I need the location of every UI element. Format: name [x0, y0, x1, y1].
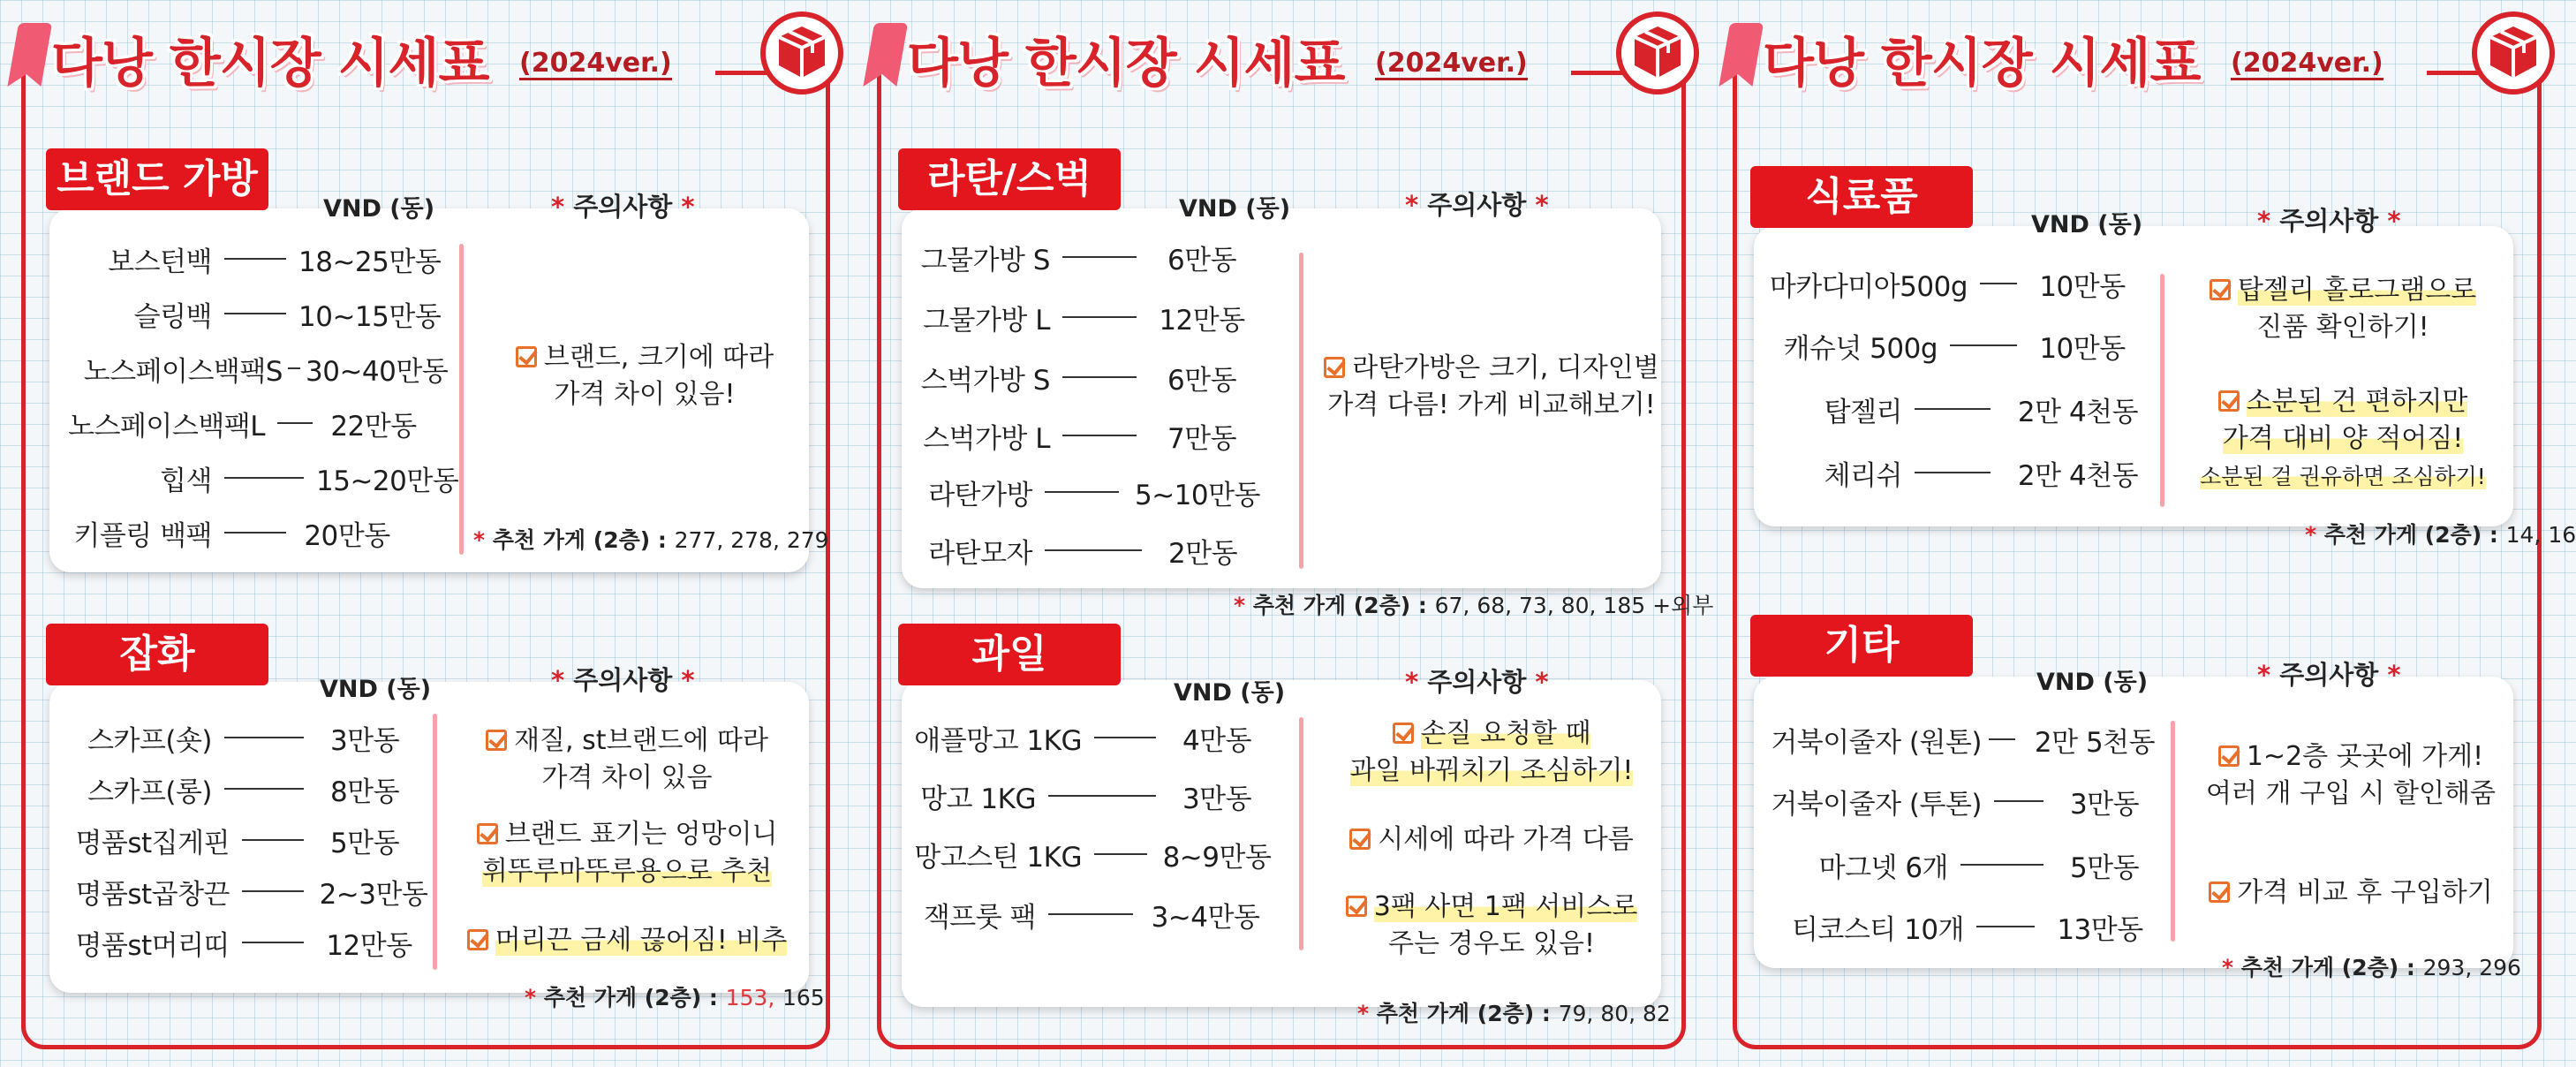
box-icon: [1615, 11, 1700, 95]
price-row: [909, 894, 1265, 935]
panel-header: [865, 7, 1695, 104]
check-icon: [2218, 745, 2240, 767]
page-title: 다낭 한시장 시세표: [1763, 33, 2201, 95]
notice-item: 라탄가방은 크기, 디자인별 가격 다름! 가게 비교해보기!: [1315, 350, 1668, 424]
star-icon: *: [1234, 593, 1253, 618]
item-name: 스벅가방 L: [923, 422, 1050, 455]
leader-line: [1989, 738, 2015, 740]
leader-line: [288, 367, 300, 369]
leader-line: [1915, 408, 1991, 410]
section-title-tag: 식료품: [1750, 166, 1973, 228]
section-title-tag: 브랜드 가방: [46, 148, 268, 210]
item-price: 15~20만동: [316, 465, 459, 497]
item-price: 3만동: [1182, 783, 1252, 815]
item-name: 잭프룻 팩: [923, 901, 1036, 934]
box-icon: [2471, 11, 2556, 95]
section-divider: [1299, 253, 1303, 569]
price-row: [53, 238, 440, 279]
notice-item: 브랜드 표기는 엉망이니 휘뚜루마뚜루용으로 추천: [459, 816, 795, 890]
price-row: [909, 776, 1265, 816]
item-price: 2만동: [1167, 537, 1238, 570]
item-name: 그물가방 S: [920, 244, 1050, 276]
price-panel-1: [0, 0, 848, 1067]
leader-line: [1094, 853, 1147, 855]
item-name: 명품st곱창끈: [75, 878, 230, 911]
currency-label: VND (동): [1174, 679, 1286, 707]
star-icon: *: [2222, 955, 2241, 980]
item-price: 5만동: [2069, 851, 2140, 884]
star-icon: *: [1357, 1001, 1377, 1026]
item-price: 12만동: [326, 929, 412, 962]
item-name: 힙색: [160, 465, 212, 497]
item-name: 명품st머리띠: [75, 929, 230, 962]
item-name: 애플망고 1KG: [914, 724, 1082, 757]
currency-label: VND (동): [320, 676, 432, 703]
price-row: [1764, 452, 2153, 493]
item-price: 2만 4천동: [2017, 396, 2139, 428]
star-icon: *: [2305, 522, 2324, 548]
box-icon: [759, 11, 844, 95]
item-name: 라탄모자: [928, 537, 1032, 570]
item-price: 5~10만동: [1134, 479, 1261, 511]
leader-line: [224, 477, 304, 479]
item-name: 라탄가방: [928, 479, 1032, 511]
item-price: 10만동: [2039, 332, 2126, 365]
currency-label: VND (동): [323, 195, 435, 223]
item-name: 마카다미아500g: [1769, 270, 1968, 303]
version-label: (2024ver.): [519, 48, 672, 79]
price-row: [909, 530, 1251, 571]
notice-heading: * 주의사항 *: [1405, 667, 1549, 697]
price-row: [909, 472, 1264, 512]
notice-item: 1~2층 곳곳에 가게! 여러 개 구입 시 할인해줌: [2206, 741, 2496, 809]
item-name: 키플링 백팩: [73, 519, 212, 552]
check-icon: [477, 823, 498, 844]
recommended-shops: * 추천 가게 (2층) : 14, 16: [2305, 522, 2576, 548]
leader-line: [1980, 283, 2017, 284]
recommended-shops: * 추천 가게 (2층) : 277, 278, 279: [473, 527, 829, 553]
leader-line: [1062, 435, 1137, 436]
item-name: 보스턴백: [108, 246, 212, 278]
notice-heading: * 주의사항 *: [1405, 190, 1549, 220]
leader-line: [1094, 737, 1156, 738]
section-divider: [2160, 274, 2164, 507]
leader-line: [1048, 795, 1156, 797]
notice-item: 가격 비교 후 구입하기: [2183, 874, 2519, 912]
item-price: 4만동: [1182, 724, 1252, 757]
price-row: [909, 237, 1255, 277]
notice-item: 손질 요청할 때 과일 바꿔치기 조심하기!: [1349, 718, 1634, 786]
price-row: [53, 871, 431, 912]
star-icon: *: [525, 985, 544, 1010]
check-icon: [516, 346, 537, 367]
item-price: 12만동: [1159, 304, 1245, 337]
leader-line: [277, 422, 313, 424]
item-price: 30~40만동: [306, 355, 449, 388]
version-label: (2024ver.): [1375, 48, 1528, 79]
section-divider: [2171, 721, 2175, 942]
check-icon: [1393, 723, 1414, 744]
item-name: 스카프(숏): [87, 724, 212, 757]
item-price: 6만동: [1167, 364, 1237, 397]
item-name: 거북이줄자 (원톤): [1771, 726, 1982, 759]
notice-item: 탑젤리 홀로그램으로 진품 확인하기!: [2171, 272, 2515, 346]
recommended-shops: * 추천 가게 (2층) : 67, 68, 73, 80, 185 +외부: [1234, 593, 1714, 618]
item-price: 3~4만동: [1151, 901, 1260, 934]
price-row: [53, 922, 422, 963]
leader-line: [1062, 316, 1137, 318]
check-icon: [467, 929, 488, 950]
notice-item: 소분된 건 편하지만 가격 대비 양 적어짐! 소분된 걸 권유하면 조심하기!: [2200, 386, 2486, 489]
leader-line: [1994, 800, 2043, 802]
check-icon: [2209, 882, 2230, 903]
section-title-tag: 과일: [898, 624, 1121, 685]
price-row: [53, 768, 413, 809]
section-title-tag: 기타: [1750, 615, 1973, 677]
leader-line: [224, 313, 286, 314]
item-price: 10~15만동: [298, 300, 442, 333]
price-row: [1761, 906, 2153, 947]
panel-header: [9, 7, 839, 104]
item-name: 망고스틴 1KG: [914, 841, 1082, 874]
item-name: 노스페이스백팩S: [83, 355, 283, 388]
section-divider: [433, 714, 437, 970]
leader-line: [242, 839, 304, 841]
price-row: [909, 834, 1274, 874]
item-price: 8~9만동: [1162, 841, 1272, 874]
leader-line: [1915, 472, 1991, 473]
item-price: 3만동: [2069, 788, 2140, 821]
price-row: [1761, 719, 2167, 760]
item-price: 2만 5천동: [2034, 726, 2156, 759]
bookmark-icon: [10, 23, 52, 74]
notice-heading: * 주의사항 *: [2257, 660, 2401, 690]
item-name: 거북이줄자 (투톤): [1771, 788, 1982, 821]
price-row: [909, 297, 1255, 337]
leader-line: [224, 788, 304, 790]
recommended-shops: * 추천 가게 (2층) : 153, 165: [525, 985, 825, 1010]
price-panel-3: [1711, 0, 2576, 1067]
star-icon: *: [473, 527, 493, 553]
item-name: 망고 1KG: [920, 783, 1036, 815]
check-icon: [2218, 390, 2240, 412]
price-row: [1764, 263, 2135, 304]
item-price: 5만동: [329, 827, 400, 859]
notice-item: 3팩 사면 1팩 서비스로 주는 경우도 있음!: [1315, 889, 1668, 963]
price-row: [1764, 325, 2135, 366]
item-name: 스벅가방 S: [920, 364, 1050, 397]
notice-heading: * 주의사항 *: [551, 665, 695, 695]
section-divider: [1299, 717, 1303, 950]
bookmark-icon: [1721, 23, 1764, 74]
leader-line: [1045, 549, 1142, 551]
item-name: 캐슈넛 500g: [1783, 332, 1938, 365]
leader-line: [1062, 376, 1137, 378]
item-price: 10만동: [2039, 270, 2126, 303]
price-row: [53, 820, 413, 860]
leader-line: [242, 942, 304, 943]
price-panel-2: [856, 0, 1714, 1067]
price-row: [53, 348, 447, 389]
price-row: [53, 512, 396, 553]
price-row: [1764, 389, 2153, 429]
price-row: [53, 293, 440, 334]
check-icon: [1346, 896, 1367, 917]
notice-heading: * 주의사항 *: [2257, 206, 2401, 236]
leader-line: [1045, 491, 1119, 493]
item-price: 20만동: [304, 519, 390, 552]
panel-header: [1720, 7, 2550, 104]
price-row: [1761, 844, 2153, 885]
item-name: 체리쉬: [1824, 459, 1902, 492]
item-price: 6만동: [1167, 244, 1237, 276]
recommended-shops: * 추천 가게 (2층) : 79, 80, 82: [1357, 1001, 1671, 1026]
currency-label: VND (동): [2031, 211, 2143, 238]
leader-line: [242, 890, 304, 892]
price-row: [53, 717, 413, 758]
check-icon: [1349, 829, 1371, 850]
leader-line: [1976, 926, 2035, 927]
notice-item: 재질, st브랜드에 따라 가격 차이 있음: [459, 723, 795, 797]
item-price: 7만동: [1167, 422, 1237, 455]
price-row: [53, 403, 422, 443]
item-price: 8만동: [329, 776, 400, 808]
item-price: 18~25만동: [298, 246, 442, 278]
leader-line: [224, 258, 286, 260]
price-row: [909, 717, 1265, 758]
notice-item: 브랜드, 크기에 따라 가격 차이 있음!: [495, 339, 795, 413]
item-name: 탑젤리: [1824, 396, 1902, 428]
notice-heading: * 주의사항 *: [551, 192, 695, 222]
item-price: 2만 4천동: [2017, 459, 2139, 492]
version-label: (2024ver.): [2231, 48, 2383, 79]
notice-item: 머리끈 금세 끊어짐! 비추: [459, 922, 795, 959]
currency-label: VND (동): [1179, 195, 1291, 223]
leader-line: [1950, 344, 2017, 346]
page-title: 다낭 한시장 시세표: [51, 33, 489, 95]
section-title-tag: 라탄/스벅: [898, 148, 1121, 210]
item-name: 마그넷 6개: [1818, 851, 1948, 884]
check-icon: [1324, 357, 1345, 378]
recommended-shops: * 추천 가게 (2층) : 293, 296: [2222, 955, 2521, 980]
leader-line: [224, 532, 286, 534]
check-icon: [486, 730, 507, 751]
price-row: [909, 357, 1255, 397]
item-price: 22만동: [330, 410, 417, 443]
item-name: 노스페이스백팩L: [68, 410, 265, 443]
leader-line: [1960, 864, 2043, 866]
item-name: 티코스티 10개: [1791, 913, 1964, 946]
section-title-tag: 잡화: [46, 624, 268, 685]
leader-line: [1048, 913, 1133, 915]
leader-line: [224, 737, 304, 738]
price-row: [1761, 781, 2153, 821]
item-name: 슬링백: [133, 300, 212, 333]
page-title: 다낭 한시장 시세표: [907, 33, 1345, 95]
section-divider: [459, 244, 464, 555]
price-row: [53, 458, 457, 498]
item-name: 그물가방 L: [923, 304, 1050, 337]
item-name: 스카프(롱): [87, 776, 212, 808]
item-price: 3만동: [329, 724, 400, 757]
leader-line: [1062, 256, 1137, 258]
item-price: 13만동: [2057, 913, 2143, 946]
bookmark-icon: [865, 23, 908, 74]
item-price: 2~3만동: [319, 878, 428, 911]
price-row: [909, 415, 1255, 456]
check-icon: [2210, 279, 2231, 300]
item-name: 명품st집게핀: [75, 827, 230, 859]
notice-item: 시세에 따라 가격 다름: [1315, 821, 1668, 859]
currency-label: VND (동): [2036, 669, 2149, 696]
